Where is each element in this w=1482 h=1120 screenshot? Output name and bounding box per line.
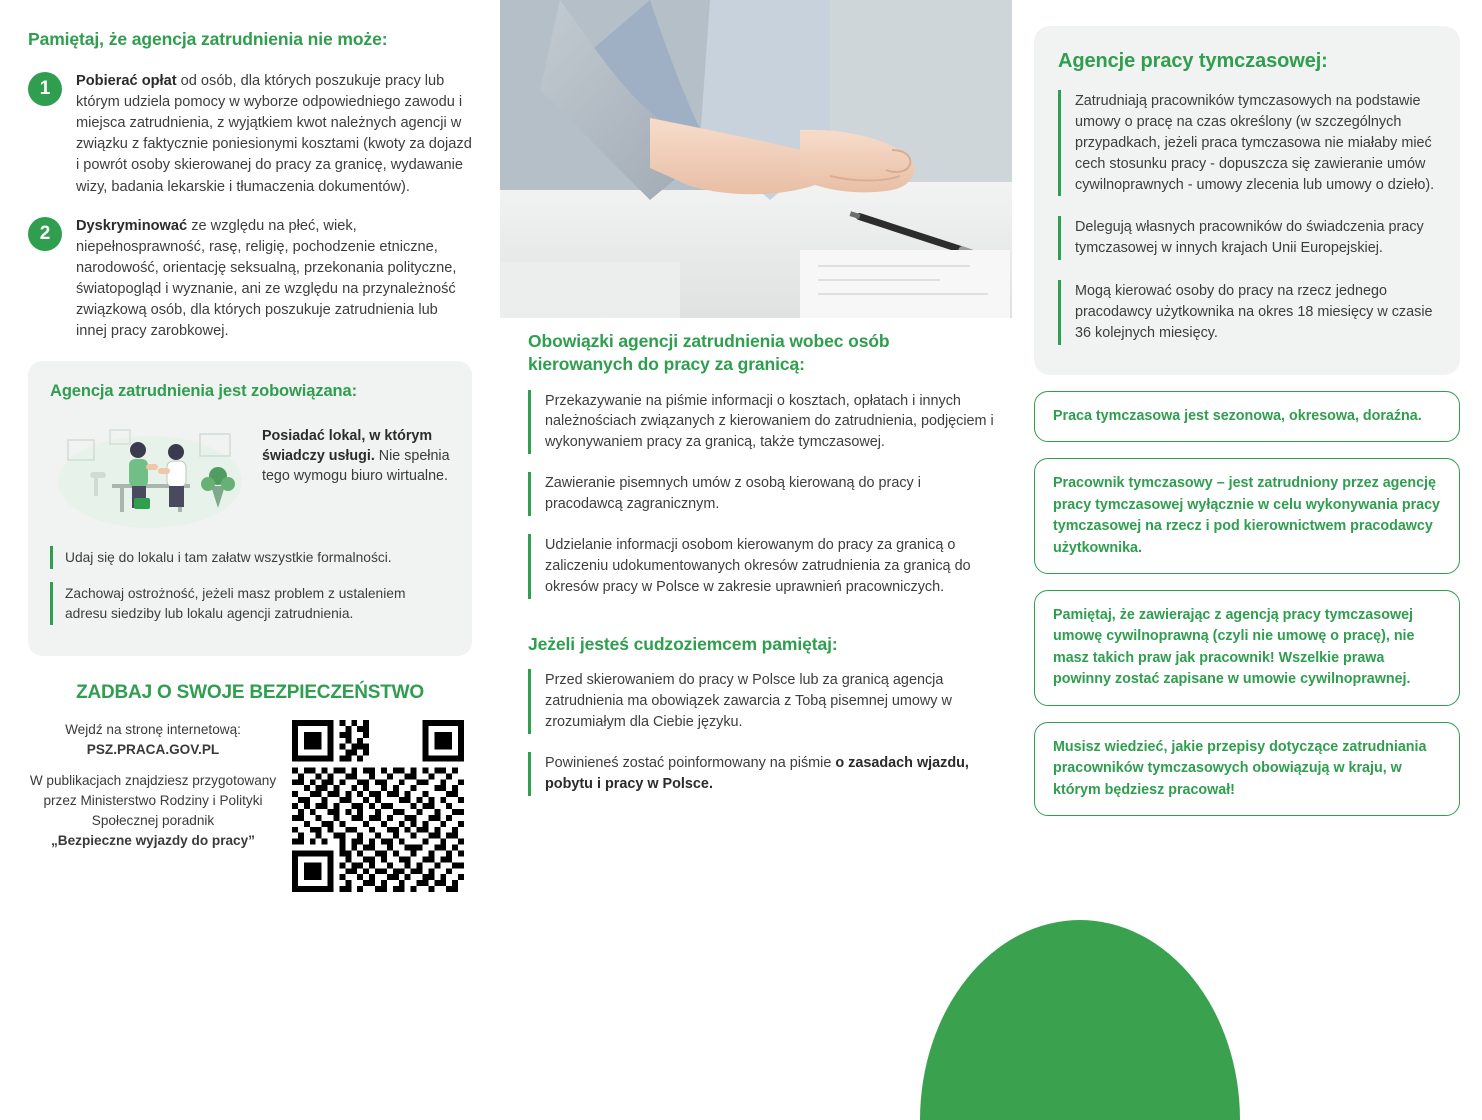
list-item-text: [76, 71, 472, 198]
safety-site: PSZ.PRACA.GOV.PL: [86, 741, 220, 757]
number-badge: 1: [28, 72, 62, 106]
middle-column: [500, 0, 1012, 1040]
qr-code-icon[interactable]: [292, 720, 464, 892]
safety-body: [28, 720, 472, 892]
list-item-rest: ze względu na płeć, wiek, niepełnosprawność, rasę, religię, pochodzenie etniczne, narodowość, orientację seksualną, przekonania polityczne, światopogląd i wyznanie, ani ze względu na przynależność związkową osób, dla których poszukuje zatrudnienia lub innej pracy zarobkowej.: [76, 217, 457, 340]
right-title: Agencje pracy tymczasowej:: [1058, 50, 1328, 72]
safety-line1: Wejdź na stronę internetową:: [65, 722, 241, 737]
list-item-rest: od osób, dla których poszukuje pracy lub którym udziela pomocy w wyborze odpowiedniego zawodu i miejsca zatrudnienia, z wyjątkiem kwot należnych agencji w związku z faktycznie poniesionymi kosztami (kwoty za dojazd i powrót osoby skierowanej do pracy za granicę, wydawanie wizy, badania lekarskie i tłumaczenia dokumentów).: [76, 72, 472, 195]
handshake-illustration-icon: [500, 0, 1012, 318]
mid-heading-2: Jeżeli jesteś cudzoziemcem pamiętaj:: [528, 633, 838, 654]
mid-bullet: [528, 752, 994, 796]
right-bullet: Mogą kierować osoby do pracy na rzecz jednego pracodawcy użytkownika na okres 18 miesięcy w czasie 36 kolejnych miesięcy.: [1058, 280, 1436, 345]
mid-heading-1: Obowiązki agencji zatrudnienia wobec osób kierowanych do pracy za granicą:: [528, 331, 890, 374]
note-card: Praca tymczasowa jest sezonowa, okresowa, doraźna.: [1034, 391, 1460, 442]
illustration-caption-rest: Nie spełnia tego wymogu biuro wirtualne.: [262, 448, 450, 485]
left-title: Pamiętaj, że agencja zatrudnienia nie może:: [28, 29, 388, 49]
right-bullet: Delegują własnych pracowników do świadczenia pracy tymczasowej w innych krajach Unii Europejskiej.: [1058, 216, 1436, 260]
safety-line2: W publikacjach znajdziesz przygotowany przez Ministerstwo Rodziny i Polityki Społecznej poradnik: [29, 773, 277, 828]
safety-guide: „Bezpieczne wyjazdy do pracy”: [51, 832, 255, 848]
left-column: [0, 0, 500, 1040]
illustration-caption: [262, 412, 450, 486]
mid-bullet: Przekazywanie na piśmie informacji o kosztach, opłatach i innych należnościach związanych z kierowaniem do zatrudnienia, podjęciem i wykonywaniem pracy za granicą, także tymczasowej.: [528, 390, 994, 455]
note-card: Musisz wiedzieć, jakie przepisy dotyczące zatrudniania pracowników tymczasowych obowiązują w kraju, w którym będziesz pracował!: [1034, 722, 1460, 816]
illustration-caption-bold: Posiadać lokal, w którym świadczy usługi.: [262, 428, 433, 465]
obligations-title: Agencja zatrudnienia jest zobowiązana:: [50, 381, 358, 400]
office-illustration-icon: [50, 412, 250, 532]
right-column: [1012, 0, 1482, 1040]
safety-text: [28, 720, 278, 850]
right-bullet: Zatrudniają pracowników tymczasowych na podstawie umowy o pracę na czas określony (w szczególnych przypadkach, jeżeli praca tymczasowa nie miałaby mieć cech stosunku pracy - dopuszcza się zawieranie umów cywilnoprawnych - umowy zlecenia lub umowy o dzieło).: [1058, 90, 1436, 196]
obligation-bullet: Udaj się do lokalu i tam załatw wszystkie formalności.: [50, 546, 450, 569]
list-item: [28, 216, 472, 343]
obligation-bullet: Zachowaj ostrożność, jeżeli masz problem z ustaleniem adresu siedziby lub lokalu agencji zatrudnienia.: [50, 582, 450, 625]
list-item-lead: Dyskryminować: [76, 217, 188, 234]
mid-bullet: Udzielanie informacji osobom kierowanym do pracy za granicą o zaliczeniu udokumentowanych okresów zatrudnienia za granicą do okresów pracy w Polsce w zakresie uprawnień pracowniczych.: [528, 534, 994, 599]
temp-agencies-card: [1034, 26, 1460, 375]
handshake-photo: [500, 0, 1012, 318]
list-item-text: [76, 216, 472, 343]
obligations-card: [28, 361, 472, 656]
safety-title: ZADBAJ O SWOJE BEZPIECZEŃSTWO: [76, 682, 424, 703]
note-card: Pracownik tymczasowy – jest zatrudniony przez agencję pracy tymczasowej wyłącznie w celu wykonywania pracy tymczasowej na rzecz i pod kierownictwem pracodawcy użytkownika.: [1034, 458, 1460, 574]
illustration-row: [50, 412, 450, 532]
mid-bullet: Przed skierowaniem do pracy w Polsce lub za granicą agencja zatrudnienia ma obowiązek zawarcia z Tobą pisemnej umowy w zrozumiałym dla Ciebie języku.: [528, 669, 994, 734]
number-badge: 2: [28, 217, 62, 251]
note-card: Pamiętaj, że zawierając z agencją pracy tymczasowej umowę cywilnoprawną (czyli nie umowę o pracę), nie masz takich praw jak pracownik! Wszelkie prawa powinny zostać zapisane w umowie cywilnoprawnej.: [1034, 590, 1460, 706]
middle-content: [528, 330, 994, 814]
mid-bullet-lead: Powinieneś zostać poinformowany na piśmie: [545, 754, 836, 771]
list-item-lead: Pobierać opłat: [76, 72, 177, 89]
mid-bullet-bold: o zasadach wjazdu, pobytu i pracy w Polsce.: [545, 754, 969, 792]
mid-bullet: Zawieranie pisemnych umów z osobą kierowaną do pracy i pracodawcą zagranicznym.: [528, 472, 994, 516]
list-item: [28, 71, 472, 198]
